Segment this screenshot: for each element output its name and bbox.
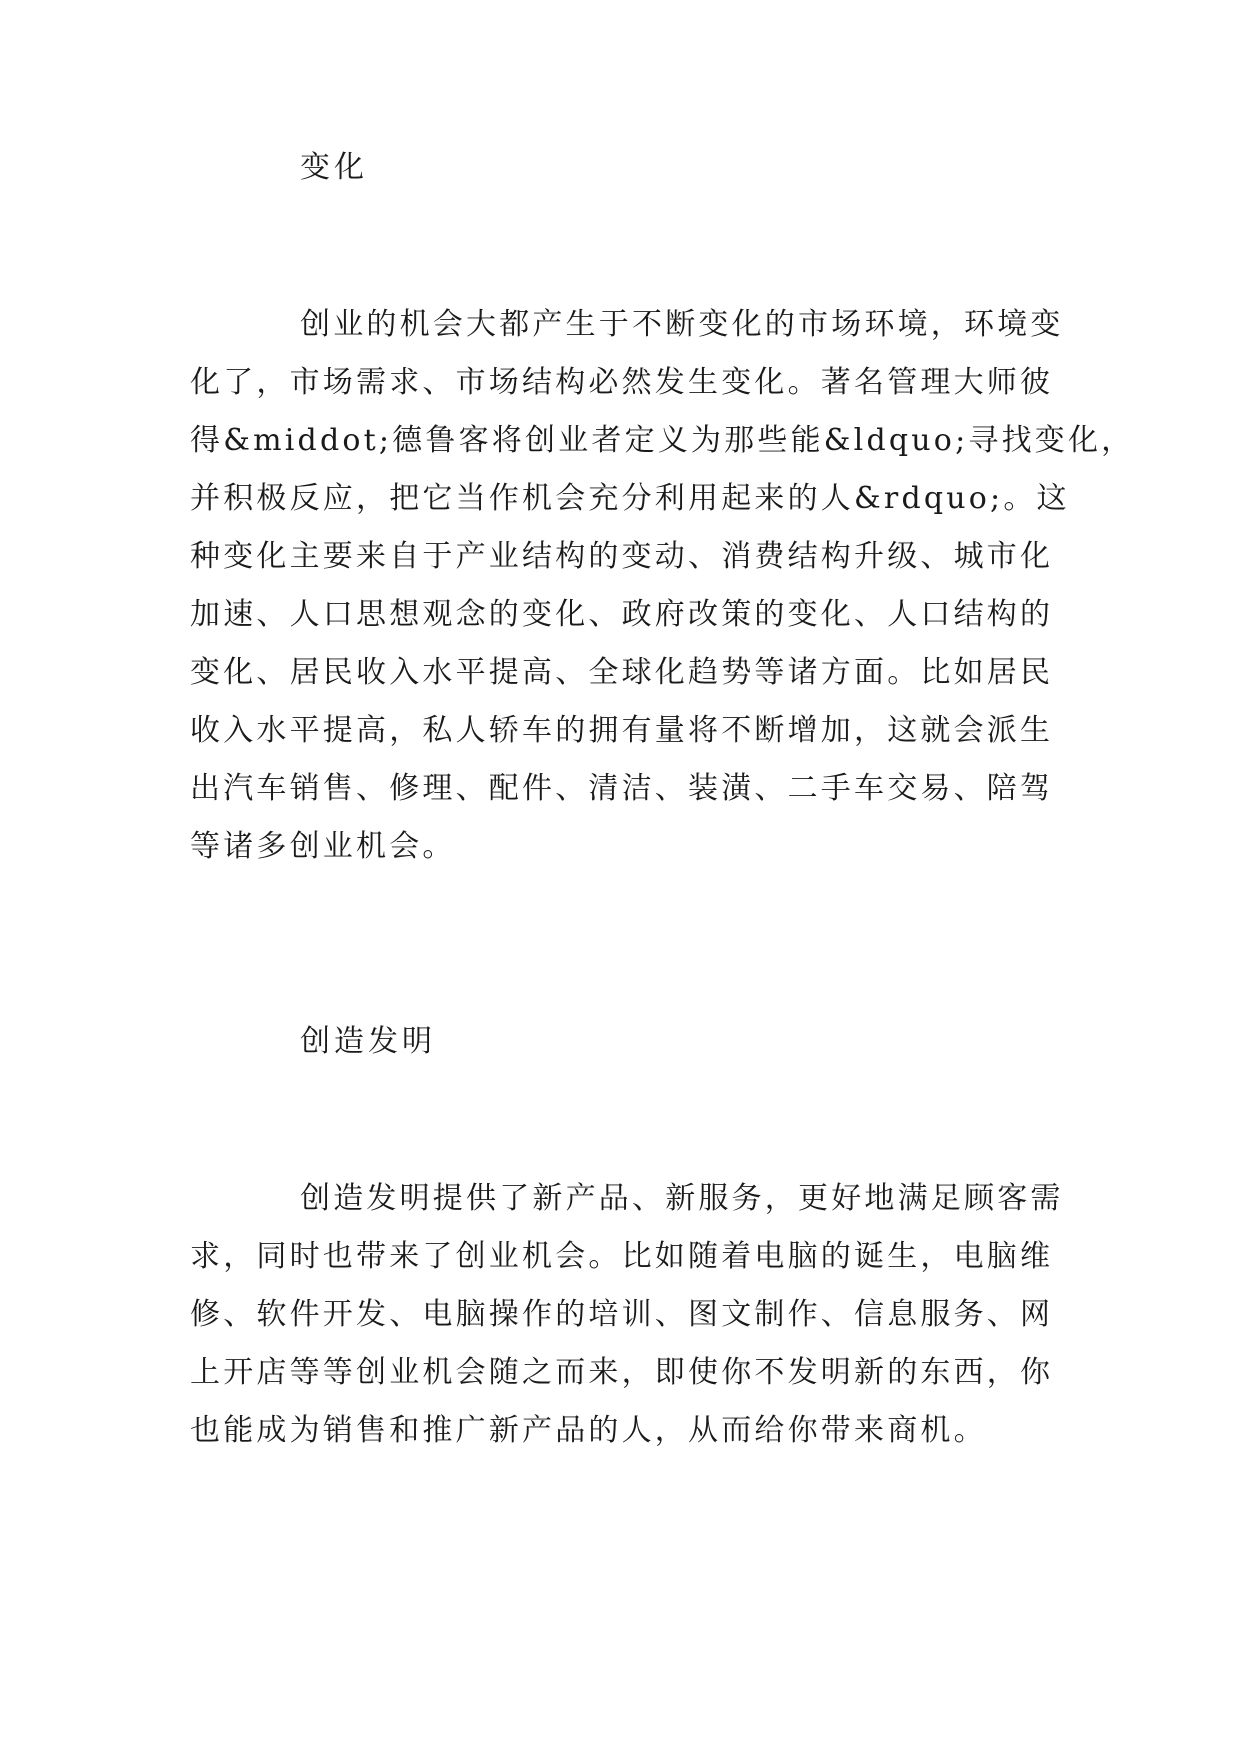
paragraph-line: 收入水平提高，私人轿车的拥有量将不断增加，这就会派生 — [190, 713, 1054, 748]
paragraph-line: 求，同时也带来了创业机会。比如随着电脑的诞生，电脑维 — [190, 1239, 1054, 1274]
paragraph-line: 得&middot;德鲁客将创业者定义为那些能&ldquo;寻找变化， — [190, 423, 1135, 458]
paragraph-line: 创业的机会大都产生于不断变化的市场环境，环境变 — [300, 307, 1064, 342]
paragraph-line: 变化、居民收入水平提高、全球化趋势等诸方面。比如居民 — [190, 655, 1054, 690]
paragraph-line: 修、软件开发、电脑操作的培训、图文制作、信息服务、网 — [190, 1297, 1054, 1332]
paragraph-line: 创造发明提供了新产品、新服务，更好地满足顾客需 — [300, 1181, 1064, 1216]
paragraph-line: 并积极反应，把它当作机会充分利用起来的人&rdquo;。这 — [190, 481, 1070, 516]
paragraph-line: 也能成为销售和推广新产品的人，从而给你带来商机。 — [190, 1413, 987, 1448]
section-heading-change: 变化 — [300, 150, 368, 185]
paragraph-line: 出汽车销售、修理、配件、清洁、装潢、二手车交易、陪驾 — [190, 771, 1054, 806]
paragraph-change — [190, 296, 1135, 876]
paragraph-invention — [190, 1170, 1064, 1460]
paragraph-line: 化了，市场需求、市场结构必然发生变化。著名管理大师彼 — [190, 365, 1054, 400]
paragraph-line: 上开店等等创业机会随之而来，即使你不发明新的东西，你 — [190, 1355, 1054, 1390]
paragraph-line: 种变化主要来自于产业结构的变动、消费结构升级、城市化 — [190, 539, 1054, 574]
paragraph-line: 等诸多创业机会。 — [190, 829, 456, 864]
section-heading-invention: 创造发明 — [300, 1024, 436, 1059]
paragraph-line: 加速、人口思想观念的变化、政府改策的变化、人口结构的 — [190, 597, 1054, 632]
